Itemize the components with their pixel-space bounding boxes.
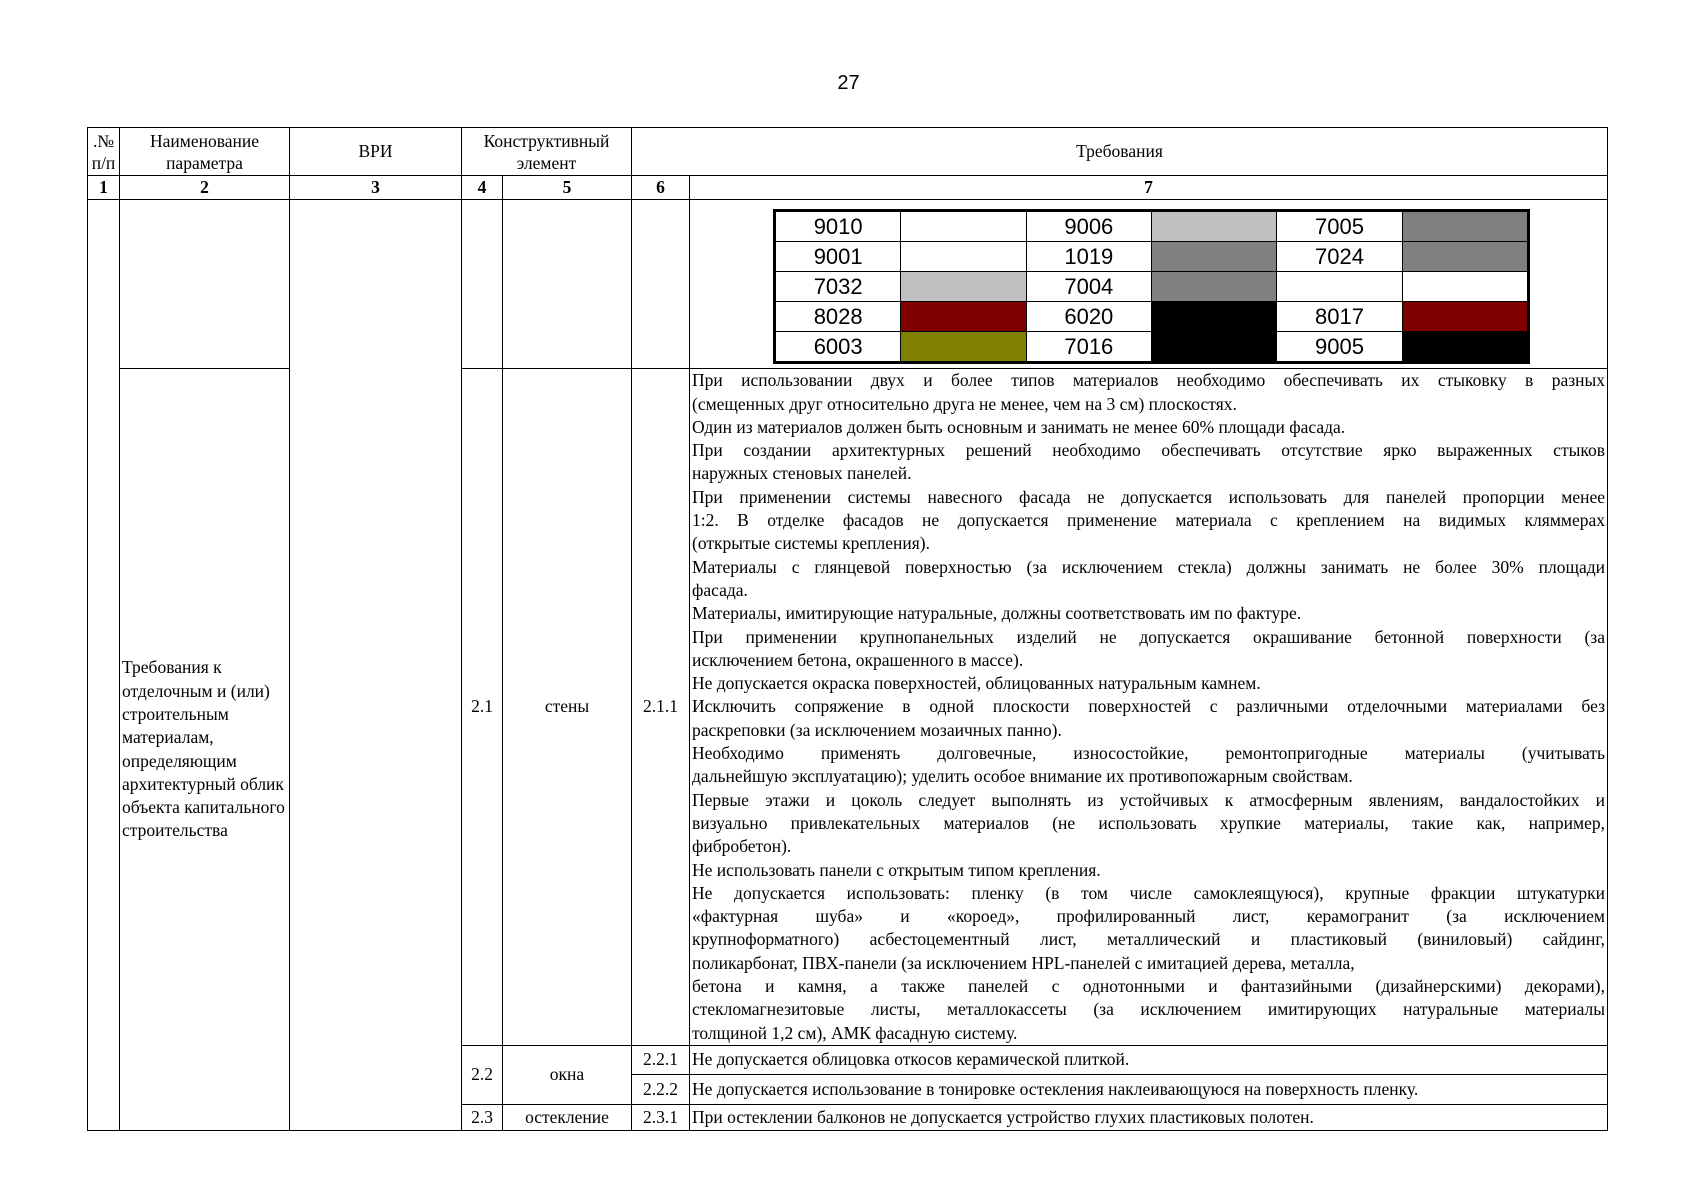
palette-swatch — [901, 301, 1026, 331]
col-number-4: 4 — [462, 176, 503, 200]
walls-requirement-line: При применении крупнопанельных изделий не допускается окрашивание бетонной поверхности (за — [692, 626, 1605, 647]
palette-row-1 — [775, 210, 1529, 241]
walls-requirement-line: исключением бетона, окрашенного в массе). — [692, 649, 1024, 670]
color-palette — [773, 209, 1530, 364]
walls-requirement-line: При создании архитектурных решений необходимо обеспечивать отсутствие ярко выраженных стыков — [692, 440, 1605, 461]
walls-requirement-line: Исключить сопряжение в одной плоскости поверхностей с различными отделочными материалами без — [692, 696, 1605, 717]
walls-requirement-line: Не использовать панели с открытым типом крепления. — [692, 859, 1101, 880]
walls-requirement-line: наружных стеновых панелей. — [692, 463, 912, 484]
palette-swatch — [1402, 301, 1528, 331]
palette-swatch — [1402, 271, 1528, 301]
palette-code: 7005 — [1277, 210, 1402, 241]
walls-requirements — [690, 369, 1608, 1046]
windows-number: 2.2 — [462, 1045, 503, 1104]
palette-row-3 — [775, 271, 1529, 301]
palette-code: 9001 — [775, 241, 901, 271]
palette-code: 7004 — [1026, 271, 1151, 301]
empty-sub-cell — [632, 200, 690, 369]
walls-requirement-line: Материалы с глянцевой поверхностью (за исключением стекла) должны занимать не более 30% площади — [692, 556, 1605, 577]
palette-swatch — [1151, 241, 1276, 271]
header-number: .№ п/п — [88, 128, 120, 176]
header-requirements: Требования — [632, 128, 1608, 176]
palette-code — [1277, 271, 1402, 301]
palette-code: 9010 — [775, 210, 901, 241]
windows-element: окна — [503, 1045, 632, 1104]
walls-requirement-line: визуально привлекательных материалов (не использовать хрупкие материалы, такие как, например, — [692, 812, 1605, 833]
palette-code: 8017 — [1277, 301, 1402, 331]
palette-row-4 — [775, 301, 1529, 331]
palette-code: 7016 — [1026, 331, 1151, 362]
header-parameter-name: Наименование параметра — [120, 128, 290, 176]
palette-swatch — [1151, 331, 1276, 362]
palette-swatch — [1151, 271, 1276, 301]
walls-requirement-line: фасада. — [692, 579, 748, 600]
palette-swatch — [1402, 241, 1528, 271]
walls-requirement-line: дальнейшую эксплуатацию); уделить особое внимание их противопожарным свойствам. — [692, 766, 1353, 787]
walls-requirement-line: поликарбонат, ПВХ-панели (за исключением HPL-панелей с имитацией дерева, металла, — [692, 952, 1355, 973]
palette-swatch — [1402, 210, 1528, 241]
palette-code: 9005 — [1277, 331, 1402, 362]
palette-swatch — [1151, 301, 1276, 331]
palette-swatch — [1151, 210, 1276, 241]
walls-requirement-line: Один из материалов должен быть основным и занимать не менее 60% площади фасада. — [692, 416, 1346, 437]
header-vri: ВРИ — [290, 128, 462, 176]
col-number-3: 3 — [290, 176, 462, 200]
walls-requirement-line: фибробетон). — [692, 836, 792, 857]
walls-requirement-line: Первые этажи и цоколь следует выполнять из устойчивых к атмосферным явлениям, вандалостойких и — [692, 789, 1605, 810]
walls-requirement-line: Не допускается использовать: пленку (в том числе самоклеящуюся), крупные фракции штукатурки — [692, 882, 1605, 903]
empty-parameter-cell — [120, 200, 290, 369]
walls-requirement-line: крупноформатного) асбестоцементный лист, металлический и пластиковый (виниловый) сайдинг, — [692, 929, 1605, 950]
windows-requirement-1: Не допускается облицовка откосов керамической плиткой. — [690, 1045, 1608, 1074]
walls-element: стены — [503, 369, 632, 1046]
walls-requirement-line: толщиной 1,2 см), АМК фасадную систему. — [692, 1022, 1018, 1043]
palette-row-5 — [775, 331, 1529, 362]
palette-swatch — [901, 210, 1026, 241]
palette-code: 6003 — [775, 331, 901, 362]
palette-row-2 — [775, 241, 1529, 271]
glazing-element: остекление — [503, 1104, 632, 1130]
parameter-name: Требования к отделочным и (или) строительным материалам, определяющим архитектурный облик объекта капитального строительства — [120, 369, 290, 1131]
page-number: 27 — [837, 72, 860, 94]
vri-cell — [290, 200, 462, 1131]
palette-code: 9006 — [1026, 210, 1151, 241]
palette-swatch — [1402, 331, 1528, 362]
col-number-2: 2 — [120, 176, 290, 200]
palette-code: 7032 — [775, 271, 901, 301]
row-number-cell — [88, 200, 120, 1131]
walls-requirement-line: (открытые системы крепления). — [692, 533, 930, 554]
windows-sub-number-1: 2.2.1 — [632, 1045, 690, 1074]
requirements-table — [87, 127, 1608, 1131]
palette-swatch — [901, 331, 1026, 362]
walls-requirement-line: раскреповки (за исключением мозаичных панно). — [692, 719, 1062, 740]
palette-swatch — [901, 241, 1026, 271]
walls-requirement-line: 1:2. В отделке фасадов не допускается применение материала с креплением на видимых кляммерах — [692, 510, 1605, 531]
windows-sub-number-2: 2.2.2 — [632, 1074, 690, 1104]
palette-code: 1019 — [1026, 241, 1151, 271]
walls-requirement-line: Материалы, имитирующие натуральные, должны соответствовать им по фактуре. — [692, 603, 1302, 624]
walls-requirement-line: (смещенных друг относительно друга не менее, чем на 3 см) плоскостях. — [692, 393, 1237, 414]
glazing-number: 2.3 — [462, 1104, 503, 1130]
glazing-requirement: При остеклении балконов не допускается устройство глухих пластиковых полотен. — [690, 1104, 1608, 1130]
walls-requirement-line: При применении системы навесного фасада не допускается использовать для панелей пропорции менее — [692, 486, 1605, 507]
windows-requirement-2: Не допускается использование в тонировке остекления наклеивающуюся на поверхность пленку. — [690, 1074, 1608, 1104]
header-constructive-element: Конструктивный элемент — [462, 128, 632, 176]
color-palette-cell — [690, 200, 1608, 369]
col-number-5: 5 — [503, 176, 632, 200]
walls-requirement-line: «фактурная шуба» и «короед», профилированный лист, керамогранит (за исключением — [692, 906, 1605, 927]
header-row — [88, 128, 1608, 176]
col-number-1: 1 — [88, 176, 120, 200]
palette-swatch — [901, 271, 1026, 301]
walls-requirement-line: бетона и камня, а также панелей с однотонными и фантазийными (дизайнерскими) декорами), — [692, 976, 1605, 997]
empty-element-num-cell — [462, 200, 503, 369]
palette-code: 6020 — [1026, 301, 1151, 331]
glazing-sub-number: 2.3.1 — [632, 1104, 690, 1130]
col-number-6: 6 — [632, 176, 690, 200]
walls-sub-number: 2.1.1 — [632, 369, 690, 1046]
walls-requirement-line: стекломагнезитовые листы, металлокассеты (за исключением имитирующих натуральные материалы — [692, 999, 1605, 1020]
palette-code: 8028 — [775, 301, 901, 331]
walls-number: 2.1 — [462, 369, 503, 1046]
walls-requirement-line: Необходимо применять долговечные, износостойкие, ремонтопригодные материалы (учитывать — [692, 743, 1605, 764]
numbering-row — [88, 176, 1608, 200]
walls-requirement-line: При использовании двух и более типов материалов необходимо обеспечивать их стыковку в разных — [692, 370, 1605, 391]
empty-element-name-cell — [503, 200, 632, 369]
palette-row — [88, 200, 1608, 369]
palette-code: 7024 — [1277, 241, 1402, 271]
col-number-7: 7 — [690, 176, 1608, 200]
walls-requirement-line: Не допускается окраска поверхностей, облицованных натуральным камнем. — [692, 673, 1261, 694]
